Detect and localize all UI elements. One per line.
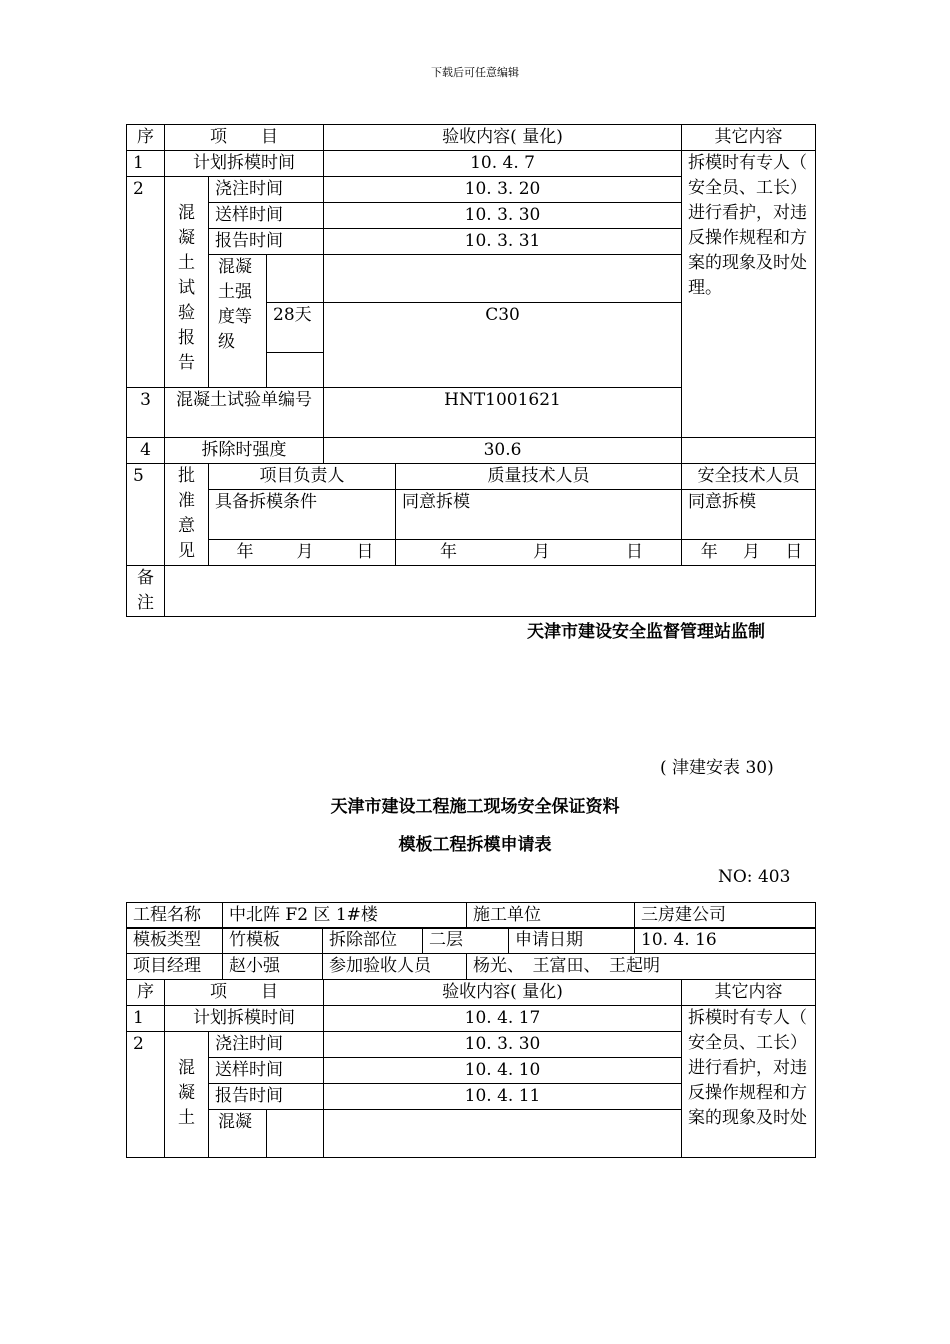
month-label: 月 [296,542,314,562]
row-seq: 3 [127,388,165,438]
planned-removal-value: 10. 4. 7 [324,151,682,177]
pour-time-value: 10. 3. 20 [324,177,682,203]
remark-label: 备注 [127,566,165,617]
removal-part-value: 二层 [423,928,509,954]
report-time-label: 报告时间 [209,1084,324,1110]
pour-time-label: 浇注时间 [209,1032,324,1058]
safety-tech-opinion: 同意拆模 [682,490,816,540]
project-info-table-row3 [126,953,816,980]
strength-grade-value: C30 [324,303,682,388]
year-label: 年 [700,542,718,562]
project-manager-label: 项目经理 [127,954,223,980]
concrete-label: 混凝土 [165,1032,209,1158]
acceptance-table-2 [126,979,816,1158]
project-leader-header: 项目负责人 [209,464,396,490]
header-seq: 序 [127,125,165,151]
other-empty-cell [682,438,816,464]
row-seq: 1 [127,1006,165,1032]
header-other: 其它内容 [682,980,816,1006]
sample-time-value: 10. 4. 10 [324,1058,682,1084]
header-item: 项 目 [165,980,324,1006]
row-seq: 2 [127,177,165,388]
construction-unit-label: 施工单位 [467,903,635,929]
approval-opinion-label: 批准意见 [165,464,209,566]
project-info-table [126,902,816,929]
sample-time-value: 10. 3. 30 [324,203,682,229]
test-sheet-no-value: HNT1001621 [324,388,682,438]
acceptance-table-1 [126,124,816,617]
pour-time-label: 浇注时间 [209,177,324,203]
remark-value [165,566,816,617]
apply-date-label: 申请日期 [509,928,635,954]
quality-tech-date [396,540,682,566]
project-info-table-row2 [126,927,816,954]
project-manager-value: 赵小强 [223,954,323,980]
safety-tech-date [682,540,816,566]
row-seq: 2 [127,1032,165,1158]
planned-removal-label: 计划拆模时间 [165,151,324,177]
inspectors-value: 杨光、 王富田、 王起明 [467,954,816,980]
grade-spacer-cell [267,353,324,388]
construction-unit-value: 三房建公司 [635,903,816,929]
project-leader-date [209,540,396,566]
grade-empty-value [324,255,682,303]
header-item: 项 目 [165,125,324,151]
row-seq: 1 [127,151,165,177]
header-note: 下载后可任意编辑 [431,66,519,79]
test-sheet-no-label: 混凝土试验单编号 [165,388,324,438]
year-label: 年 [236,542,254,562]
safety-tech-header: 安全技术人员 [682,464,816,490]
project-name-label: 工程名称 [127,903,223,929]
month-label: 月 [743,542,761,562]
strength-grade-label: 混凝土强度等级 [209,255,267,388]
form-number: NO: 403 [718,867,791,887]
supervising-org: 天津市建设安全监督管理站监制 [527,622,765,642]
header-content: 验收内容( 量化) [324,125,682,151]
day-label: 日 [356,542,374,562]
grade-empty-cell [267,1110,324,1158]
header-seq: 序 [127,980,165,1006]
other-content-text: 拆模时有专人（ 安全员、工长）进行看护，对违反操作规程和方案的现象及时处理。 [682,151,816,438]
planned-removal-label: 计划拆模时间 [165,1006,324,1032]
project-name-value: 中北阵 F2 区 1#楼 [223,903,467,929]
other-content-text: 拆模时有专人（ 安全员、工长）进行看护，对违反操作规程和方案的现象及时处 [682,1006,816,1158]
document-title: 天津市建设工程施工现场安全保证资料 [330,797,620,817]
row-seq: 5 [127,464,165,566]
planned-removal-value: 10. 4. 17 [324,1006,682,1032]
pour-time-value: 10. 3. 30 [324,1032,682,1058]
apply-date-value: 10. 4. 16 [635,928,816,954]
report-time-value: 10. 3. 31 [324,229,682,255]
sample-time-label: 送样时间 [209,1058,324,1084]
month-label: 月 [533,542,550,562]
inspectors-label: 参加验收人员 [323,954,467,980]
form-code: ( 津建安表 30) [660,758,774,778]
report-time-label: 报告时间 [209,229,324,255]
row-seq: 4 [127,438,165,464]
year-label: 年 [440,542,457,562]
formwork-type-value: 竹模板 [223,928,323,954]
curing-days: 28天 [267,303,324,353]
quality-tech-opinion: 同意拆模 [396,490,682,540]
strength-at-removal-label: 拆除时强度 [165,438,324,464]
quality-tech-header: 质量技术人员 [396,464,682,490]
header-other: 其它内容 [682,125,816,151]
form-title: 模板工程拆模申请表 [398,835,552,855]
project-leader-opinion: 具备拆模条件 [209,490,396,540]
grade-empty-cell [267,255,324,303]
removal-part-label: 拆除部位 [323,928,423,954]
grade-empty-value [324,1110,682,1158]
formwork-type-label: 模板类型 [127,928,223,954]
sample-time-label: 送样时间 [209,203,324,229]
header-content: 验收内容( 量化) [324,980,682,1006]
day-label: 日 [626,542,643,562]
day-label: 日 [785,542,803,562]
report-time-value: 10. 4. 11 [324,1084,682,1110]
strength-grade-label: 混凝 [209,1110,267,1158]
concrete-test-report-label: 混凝土试验报告 [165,177,209,388]
strength-at-removal-value: 30.6 [324,438,682,464]
